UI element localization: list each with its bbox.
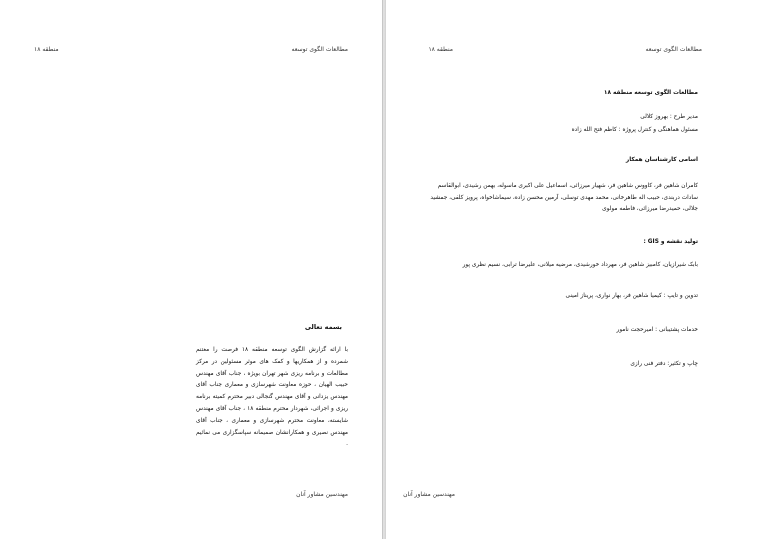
print-credit: چاپ و تکثیر: دفتر فنی رازی — [630, 361, 698, 367]
header-region: منطقه ۱۸ — [428, 46, 453, 53]
footer-firm: مهندسین مشاور آنان — [403, 491, 455, 498]
dedication-title: بسمه تعالی — [304, 323, 342, 331]
header-title: مطالعات الگوی توسعه — [291, 46, 348, 53]
gis-list: بابک شیرازیان، کامبیز شاهین فر، مهرداد خورشیدی، مرضیه میلانی، علیرضا ترابی، نسیم نظری پور — [462, 262, 698, 268]
left-page — [0, 0, 382, 539]
compile-credit: تدوین و تایپ : کیمیا شاهین فر، بهار نواری، پریناز امینی — [565, 293, 698, 299]
header-title: مطالعات الگوی توسعه — [645, 46, 702, 53]
right-page — [386, 0, 768, 539]
experts-heading: اسامی کارشناسان همکار — [625, 157, 698, 163]
dedication-body: با ارائه گزارش الگوی توسعه منطقه ۱۸ فرصت را مغتنم شمرده و از همکاریها و کمک های موثر مسئولین در مرکز مطالعات و برنامه ریزی شهر تهران بویژه ، جناب آقای مهندس حبیب الهیان ، حوزه معاونت شهرسازی و معماری جناب آقای مهندس یزدانی و آقای مهندس گنجالی دبیر محترم کمیته برنامه ریزی و اجرائی، شهردار محترم منطقه ۱۸ ، جناب آقای مهندس شایسته، معاونت محترم شهرسازی و معماری ، جناب آقای مهندس نصیری و همکارانشان صمیمانه سپاسگزاری می نمائیم . — [196, 347, 348, 448]
support-credit: خدمات پشتیبانی : امیرحجت نامور — [616, 327, 698, 333]
footer-firm: مهندسین مشاور آنان — [296, 491, 348, 498]
header-region: منطقه ۱۸ — [34, 46, 59, 53]
project-manager: مدیر طرح : بهروز کلالی — [640, 114, 698, 120]
gis-heading: تولید نقشه و GIS : — [643, 239, 698, 245]
credits-title: مطالعات الگوی توسعه منطقه ۱۸ — [603, 90, 698, 96]
project-coordinator: مسئول هماهنگی و کنترل پروژه : کاظم فتح الله زاده — [571, 127, 698, 133]
experts-list: کامران شاهین فر، کاووس شاهین فر، شهیار میرزائی، اسماعیل علی اکبری ماسوله، بهمن رشیدی، ابوالقاسم سادات دربندی، حبیب اله طاهرخانی، محمد مهدی توسلی، آرمین محسن زاده، سیماشاخواه، پرویز کلفی، جمشید جلالی، حمیدرضا میرزائی، فاطمه مولوی — [430, 183, 698, 212]
